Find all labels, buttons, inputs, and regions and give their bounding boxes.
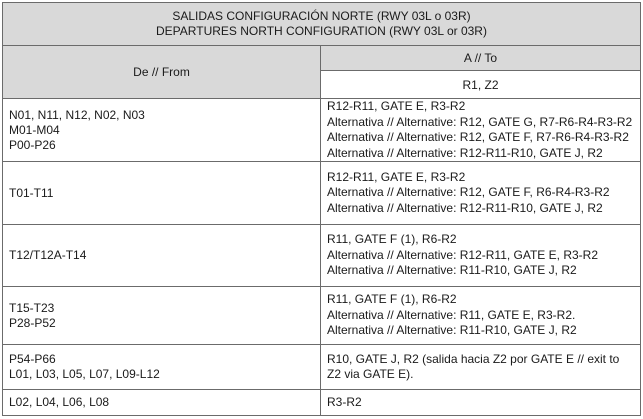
to-cell	[321, 390, 641, 416]
to-cell	[321, 287, 641, 345]
route-line: Alternativa // Alternative: R12, GATE G, R7-R6-R4-R3-R2	[327, 114, 633, 129]
route-line: R12-R11, GATE E, R3-R2	[327, 99, 466, 113]
from-line: L02, L04, L06, L08	[9, 395, 110, 409]
to-header: A // To	[321, 46, 641, 71]
to-cell	[321, 225, 641, 287]
from-cell	[3, 345, 321, 390]
route-line: Alternativa // Alternative: R11-R10, GATE J, R2	[327, 323, 577, 338]
route-line: Alternativa // Alternative: R12-R11-R10, GATE J, R2	[327, 145, 603, 160]
from-line: T12/T12A-T14	[9, 248, 87, 262]
table-row	[3, 287, 641, 345]
from-line: P54-P66	[9, 352, 56, 366]
departures-table	[2, 2, 641, 416]
route-line: R3-R2	[327, 394, 362, 409]
to-cell	[321, 99, 641, 162]
from-cell	[3, 99, 321, 162]
route-line: R11, GATE F (1), R6-R2	[327, 232, 457, 247]
route-line: R12-R11, GATE E, R3-R2	[327, 169, 466, 184]
to-subheader: R1, Z2	[321, 71, 641, 99]
to-cell	[321, 345, 641, 390]
from-cell	[3, 287, 321, 345]
table-row	[3, 345, 641, 390]
from-line: L01, L03, L05, L07, L09-L12	[9, 367, 160, 381]
route-line: Alternativa // Alternative: R12, GATE F, R7-R6-R4-R3-R2	[327, 130, 629, 144]
table-row	[3, 225, 641, 287]
title-line-es: SALIDAS CONFIGURACIÓN NORTE (RWY 03L o 03R)	[172, 9, 471, 23]
from-line: M01-M04	[9, 122, 60, 137]
route-line: Alternativa // Alternative: R11, GATE E, R3-R2.	[327, 307, 576, 322]
to-cell	[321, 162, 641, 225]
table-row	[3, 390, 641, 416]
title-line-en: DEPARTURES NORTH CONFIGURATION (RWY 03L or 03R)	[156, 24, 487, 38]
from-cell	[3, 390, 321, 416]
route-line: Alternativa // Alternative: R12-R11, GATE E, R3-R2	[327, 247, 598, 262]
route-line: Alternativa // Alternative: R11-R10, GATE J, R2	[327, 263, 577, 278]
route-line: R10, GATE J, R2 (salida hacia Z2 por GATE E // exit to Z2 via GATE E).	[327, 351, 620, 381]
table-row	[3, 162, 641, 225]
table-title	[3, 3, 641, 46]
from-line: P00-P26	[9, 137, 56, 152]
route-line: Alternativa // Alternative: R12-R11-R10, GATE J, R2	[327, 200, 603, 215]
route-line: Alternativa // Alternative: R12, GATE F, R6-R4-R3-R2	[327, 185, 610, 200]
route-line: R11, GATE F (1), R6-R2	[327, 292, 457, 307]
from-header: De // From	[3, 46, 321, 99]
from-cell	[3, 225, 321, 287]
from-cell	[3, 162, 321, 225]
from-line: N01, N11, N12, N02, N03	[9, 107, 145, 122]
from-line: P28-P52	[9, 315, 56, 330]
from-line: T01-T11	[9, 185, 54, 200]
from-line: T15-T23	[9, 300, 55, 315]
table-row	[3, 99, 641, 162]
